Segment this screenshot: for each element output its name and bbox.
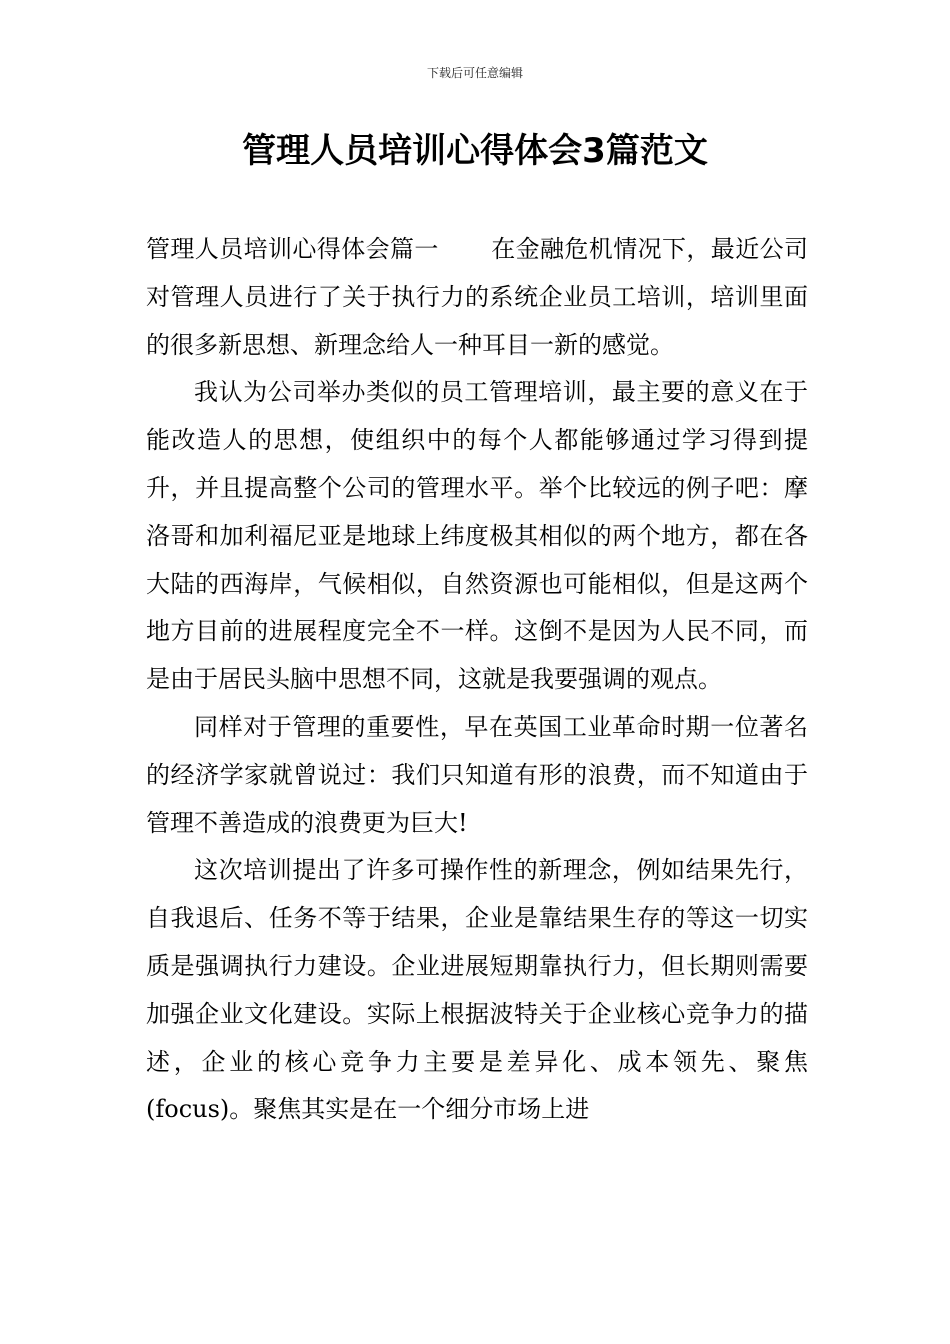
- body-paragraph-1: 我认为公司举办类似的员工管理培训，最主要的意义在于能改造人的思想，使组织中的每个人都能够通过学习得到提升，并且提高整个公司的管理水平。举个比较远的例子吧：摩洛哥和加利福尼亚是地球上纬度极其相似的两个地方，都在各大陆的西海岸，气候相似，自然资源也可能相似，但是这两个地方目前的进展程度完全不一样。这倒不是因为人民不同，而是由于居民头脑中思想不同，这就是我要强调的观点。: [146, 378, 808, 694]
- intro-paragraph: [146, 226, 808, 369]
- body-paragraph-2: 同样对于管理的重要性，早在英国工业革命时期一位著名的经济学家就曾说过：我们只知道有形的浪费，而不知道由于管理不善造成的浪费更为巨大!: [146, 712, 808, 837]
- document-title: 管理人员培训心得体会3篇范文: [242, 131, 708, 171]
- intro-text: 在金融危机情况下，最近公司对管理人员进行了关于执行力的系统企业员工培训，培训里面的很多新思想、新理念给人一种耳目一新的感觉。: [146, 235, 809, 359]
- header-note: 下载后可任意编辑: [426, 66, 523, 80]
- document-body: [146, 226, 808, 1134]
- intro-heading: 管理人员培训心得体会篇一: [146, 235, 439, 263]
- body-paragraph-3: 这次培训提出了许多可操作性的新理念，例如结果先行，自我退后、任务不等于结果，企业是靠结果生存的等这一切实质是强调执行力建设。企业进展短期靠执行力，但长期则需要加强企业文化建设。实际上根据波特关于企业核心竞争力的描述，企业的核心竞争力主要是差异化、成本领先、聚焦(focus)。聚焦其实是在一个细分市场上进: [146, 856, 808, 1124]
